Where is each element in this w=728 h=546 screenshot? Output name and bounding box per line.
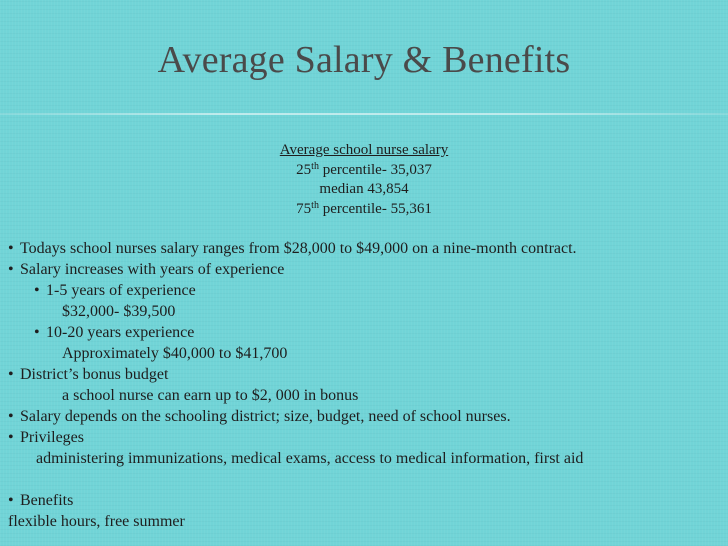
bullet-icon: •	[34, 282, 40, 299]
sub-bullet-1-5-years: • 1-5 years of experience	[34, 282, 196, 299]
slide-title: Average Salary & Benefits	[157, 39, 571, 81]
detail-10-20-years-range: Approximately $40,000 to $41,700	[62, 345, 288, 362]
bullet-salary-depends: • Salary depends on the schooling district; size, budget, need of school nurses.	[8, 408, 511, 425]
stats-25th-percentile: 25th percentile- 35,037	[296, 160, 432, 178]
detail-privileges: administering immunizations, medical exams, access to medical information, first aid	[36, 450, 584, 467]
detail-benefits: flexible hours, free summer	[8, 513, 185, 530]
salary-stats-block	[250, 141, 478, 219]
bullet-bonus-budget: • District’s bonus budget	[8, 366, 169, 383]
bullet-privileges: • Privileges	[8, 429, 84, 446]
bullet-icon: •	[34, 324, 40, 341]
bullet-icon: •	[8, 408, 14, 425]
detail-1-5-years-range: $32,000- $39,500	[62, 303, 176, 320]
bullet-icon: •	[8, 261, 14, 278]
sub-bullet-10-20-years: • 10-20 years experience	[34, 324, 195, 341]
bullet-benefits: • Benefits	[8, 492, 74, 509]
bullet-icon: •	[8, 366, 14, 383]
stats-median: median 43,854	[319, 181, 409, 197]
bullet-icon: •	[8, 240, 14, 257]
bullet-icon: •	[8, 492, 14, 509]
bullet-icon: •	[8, 429, 14, 446]
detail-bonus: a school nurse can earn up to $2, 000 in bonus	[62, 387, 359, 404]
bullet-experience: • Salary increases with years of experience	[8, 261, 285, 278]
title-divider	[0, 113, 728, 115]
bullet-list	[8, 238, 720, 532]
stats-75th-percentile: 75th percentile- 55,361	[296, 199, 432, 217]
bullet-salary-range: • Todays school nurses salary ranges from $28,000 to $49,000 on a nine-month contract.	[8, 240, 577, 257]
spacer	[8, 469, 720, 490]
stats-heading: Average school nurse salary	[279, 142, 449, 158]
